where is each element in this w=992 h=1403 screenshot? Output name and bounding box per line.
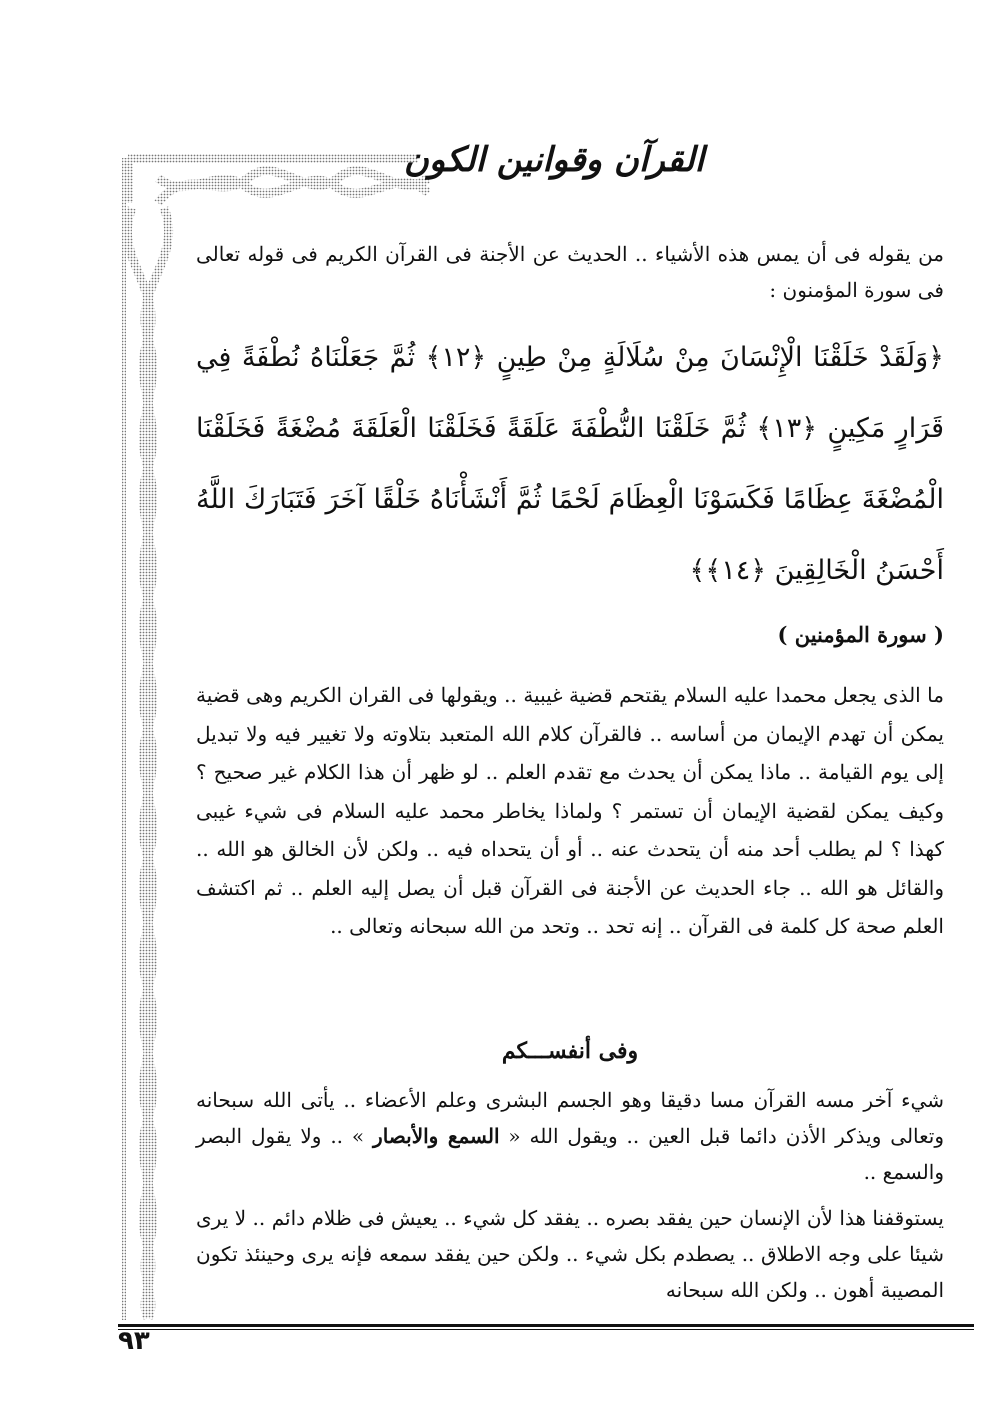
body-paragraph-2-emphasis: السمع والأبصار (373, 1124, 500, 1148)
body-paragraph-1: ما الذى يجعل محمدا عليه السلام يقتحم قضية غيبية .. ويقولها فى القران الكريم وهى قضية يمكن أن تهدم الإيمان من أساسه .. فالقرآن كلام الله المتعبد بتلاوته ولا تغيير فيه ولا تبديل إلى يوم القيامة .. ماذا يمكن أن يحدث مع تقدم العلم .. لو ظهر أن هذا الكلام غير صحيح ؟ وكيف يمكن لقضية الإيمان أن تستمر ؟ ولماذا يخاطر محمد عليه السلام فى شيء غيبى كهذا ؟ لم يطلب أحد منه أن يتحدث عنه .. أو أن يتحداه فيه .. ولكن لأن الخالق هو الله .. والقائل هو الله .. جاء الحديث عن الأجنة فى القرآن قبل أن يصل إليه العلم .. ثم اكتشف العلم صحة كل كلمة فى القرآن .. إنه تحد .. وتحد من الله سبحانه وتعالى .. (196, 683, 944, 938)
footer-rule (118, 1324, 974, 1327)
section-heading: وفى أنفســـكم (501, 1038, 639, 1064)
page-title: القرآن وقوانين الكون (403, 140, 705, 180)
surah-label: ( سورة المؤمنين ) (777, 622, 944, 647)
body-paragraph-3: يستوقفنا هذا لأن الإنسان حين يفقد بصره .. يفقد كل شيء .. يعيش فى ظلام دائم .. لا يرى شيئا على وجه الاطلاق .. يصطدم بكل شيء .. ولكن حين يفقد سمعه فإنه يرى وحينئذ تكون المصيبة أهون .. ولكن الله سبحانه (196, 1206, 944, 1302)
body-paragraph-2 (196, 1082, 944, 1190)
body-paragraph-2-text-b: » .. ولا يقول البصر والسمع .. (196, 1124, 944, 1184)
decorative-border-left (118, 148, 178, 1320)
page-number: ٩٣ (118, 1326, 150, 1356)
body-paragraph-2-text-a: شيء آخر مسه القرآن مسا دقيقا وهو الجسم البشرى وعلم الأعضاء .. يأتى الله سبحانه وتعالى ويذكر الأذن دائما قبل العين .. ويقول الله « (196, 1088, 945, 1148)
quran-verse-block: ﴿وَلَقَدْ خَلَقْنَا الْإِنْسَانَ مِنْ سُلَالَةٍ مِنْ طِينٍ ﴿١٢﴾ ثُمَّ جَعَلْنَاهُ نُطْفَةً فِي قَرَارٍ مَكِينٍ ﴿١٣﴾ ثُمَّ خَلَقْنَا النُّطْفَةَ عَلَقَةً فَخَلَقْنَا الْعَلَقَةَ مُضْغَةً فَخَلَقْنَا الْمُضْغَةَ عِظَامًا فَكَسَوْنَا الْعِظَامَ لَحْمًا ثُمَّ أَنْشَأْنَاهُ خَلْقًا آخَرَ فَتَبَارَكَ اللَّهُ أَحْسَنُ الْخَالِقِينَ ﴿١٤﴾﴾ (196, 342, 944, 586)
footer-rule-thin (118, 1329, 974, 1330)
intro-paragraph: من يقوله فى أن يمس هذه الأشياء .. الحديث عن الأجنة فى القرآن الكريم فى قوله تعالى فى سورة المؤمنون : (196, 242, 944, 302)
